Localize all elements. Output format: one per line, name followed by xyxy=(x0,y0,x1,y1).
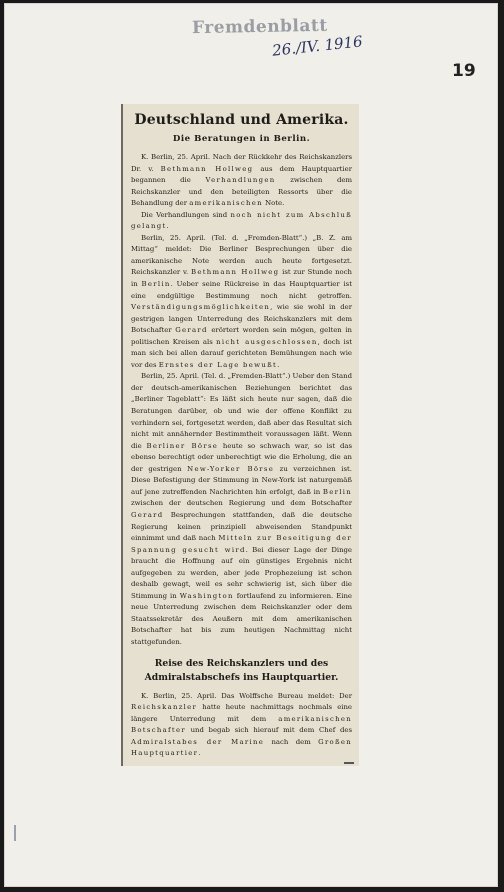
article-headline: Deutschland und Amerika. xyxy=(134,112,349,128)
archive-stamp: Fremdenblatt xyxy=(191,15,328,39)
paragraph-3: Berlin, 25. April. (Tel. d. „Fremden-Blatt“.) „B. Z. am Mittag“ meldet: Die Berliner Besprechungen über die amerikanische Note werden auch heute fortgesetzt. Reichskanzler v. Bethmann Hollweg ist zur Stunde noch in Berlin. Ueber seine Rückreise in das Hauptquartier ist eine endgültige Bestimmung noch nicht getroffen. Verständigungsmöglichkeiten, wie sie wohl in der gestrigen langen Unterredung des Reichskanzlers mit dem Botschafter Gerard erörtert worden sein mögen, gelten in politischen Kreisen als nicht ausgeschlossen, doch ist man sich bei allen darauf gerichteten Bemühungen nach wie vor des Ernstes der Lage bewußt. xyxy=(131,233,353,369)
paragraph-2: Die Verhandlungen sind noch nicht zum Abschluß gelangt. xyxy=(131,210,352,231)
handwritten-date: 26./IV. 1916 xyxy=(271,32,364,60)
paragraph-1: K. Berlin, 25. April. Nach der Rückkehr des Reichskanzlers Dr. v. Bethmann Hollweg aus dem Hauptquartier begannen die Verhandlungen zwischen dem Reichskanzler und den beteiligten Ressorts über die Behandlung der amerikanischen Note. xyxy=(131,153,352,208)
article-subheadline: Die Beratungen in Berlin. xyxy=(172,134,311,144)
page-number: 19 xyxy=(452,61,476,81)
paragraph-5: K. Berlin, 25. April. Das Wolffsche Bureau meldet: Der Reichskanzler hatte heute nachmittags nochmals eine längere Unterredung mit dem amerikanischen Botschafter und begab sich hierauf mit dem Chef des Admiralstabes der Marine nach dem Großen Hauptquartier. xyxy=(131,691,353,758)
end-rule xyxy=(344,762,354,764)
paragraph-4: Berlin, 25. April. (Tel. d. „Fremden-Blatt“.) Ueber den Stand der deutsch-amerikanischen Beziehungen berichtet das „Berliner Tageblatt“: Es läßt sich heute nur sagen, daß die Beratungen darüber, ob und wie der offene Konflikt zu verhindern sei, fortgesetzt werden, daß aber das Resultat sich nicht mit annähernder Bestimmtheit voraussagen läßt. Wenn die Berliner Börse heute so schwach war, so ist das ebenso berechtigt oder unberechtigt wie die Erholung, die an der gestrigen New-Yorker Börse zu verzeichnen ist. Diese Befestigung der Stimmung in New-York ist naturgemäß auf jene zutreffenden Nachrichten hin erfolgt, daß in Berlin zwischen der deutschen Regierung und dem Botschafter Gerard Besprechungen stattfanden, daß die deutsche Regierung keinen prinzipiell abweisenden Standpunkt einnimmt und daß nach Mitteln zur Beseitigung der Spannung gesucht wird. Bei dieser Lage der Dinge braucht die Hoffnung auf ein günstiges Ergebnis nicht aufgegeben zu werden, aber jede Prophezeiung ist schon deshalb gewagt, weil es sehr schwierig ist, sich über die Stimmung in Washington fortlaufend zu informieren. Eine neue Unterredung zwischen dem Reichskanzler oder dem Staatssekretär des Aeußern mit dem amerikanischen Botschafter hat bis zum heutigen Nachmittag nicht stattgefunden. xyxy=(131,372,352,646)
newspaper-clipping xyxy=(121,104,359,766)
section-headline: Reise des Reichskanzlers und des Admiralstabschefs ins Hauptquartier. xyxy=(144,657,339,683)
edge-mark xyxy=(14,825,16,841)
